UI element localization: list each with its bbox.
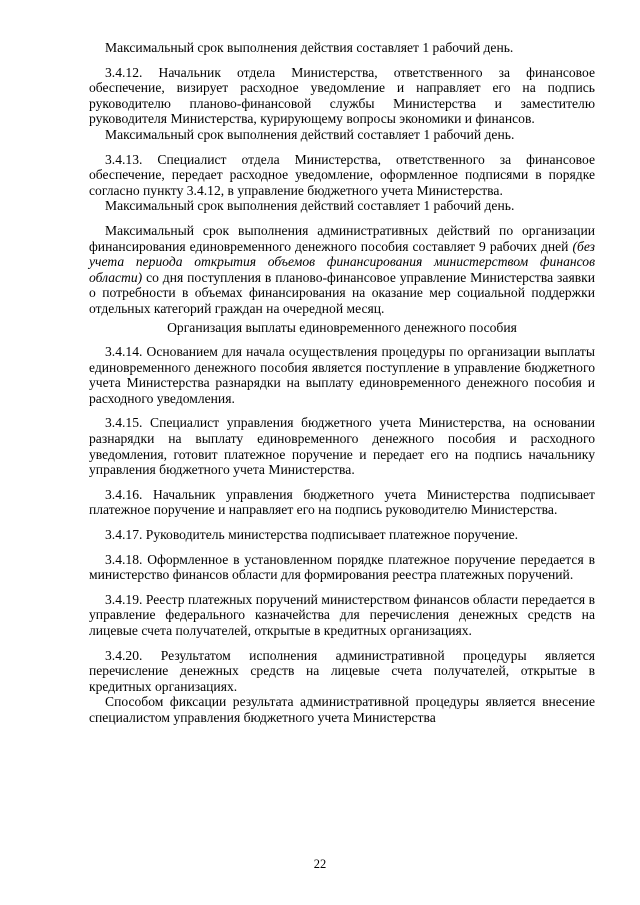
paragraph-3-4-20: 3.4.20. Результатом исполнения административной процедуры является перечисление денежных средств на лицевые счета получателей, открытые в кредитных организациях. [89, 647, 595, 694]
paragraph-total-deadline [89, 223, 595, 317]
paragraph-3-4-14: 3.4.14. Основанием для начала осуществления процедуры по организации выплаты единовременного денежного пособия является поступление в управление бюджетного учета Министерства разнарядки на выплату единовременного денежного пособия и расходного уведомления. [89, 344, 595, 406]
page-number: 22 [313, 857, 327, 871]
paragraph-deadline-1: Максимальный срок выполнения действия составляет 1 рабочий день. [105, 40, 514, 55]
paragraph-fixation-method: Способом фиксации результата административной процедуры является внесение специалистом управления бюджетного учета Министерства [89, 694, 595, 725]
paragraph-total-deadline-end: со дня поступления в планово-финансовое управление Министерства заявки о потребности в объемах финансирования на оказание мер социальной поддержки отдельных категорий граждан на очередной месяц. [89, 269, 595, 316]
page-body [89, 40, 595, 726]
paragraph-3-4-16: 3.4.16. Начальник управления бюджетного учета Министерства подписывает платежное поручение и направляет его на подпись руководителю Министерства. [89, 486, 595, 518]
paragraph-3-4-18: 3.4.18. Оформленное в установленном порядке платежное поручение передается в министерство финансов области для формирования реестра платежных поручений. [89, 551, 595, 583]
section-heading: Организация выплаты единовременного денежного пособия [167, 319, 517, 335]
paragraph-deadline-3: Максимальный срок выполнения действий составляет 1 рабочий день. [105, 198, 515, 214]
paragraph-3-4-12: 3.4.12. Начальник отдела Министерства, ответственного за финансовое обеспечение, визирует расходное уведомление и направляет его на подпись руководителю планово-финансовой службы Министерства и заместителю руководителя Министерства, курирующему вопросы экономики и финансов. [89, 64, 595, 127]
paragraph-deadline-2: Максимальный срок выполнения действий составляет 1 рабочий день. [105, 126, 515, 142]
paragraph-total-deadline-start: Максимальный срок выполнения административных действий по организации финансирования единовременного денежного пособия составляет 9 рабочих дней [89, 222, 595, 254]
paragraph-3-4-17: 3.4.17. Руководитель министерства подписывает платежное поручение. [105, 527, 519, 543]
paragraph-3-4-15: 3.4.15. Специалист управления бюджетного учета Министерства, на основании разнарядки на выплату единовременного денежного пособия и расходного уведомления, готовит платежное поручение и передает его на подпись начальнику управления бюджетного учета Министерства. [89, 415, 595, 478]
paragraph-3-4-13: 3.4.13. Специалист отдела Министерства, ответственного за финансовое обеспечение, передает расходное уведомление, оформленное подписями в порядке согласно пункту 3.4.12, в управление бюджетного учета Министерства. [89, 151, 595, 198]
paragraph-3-4-19: 3.4.19. Реестр платежных поручений министерством финансов области передается в управление федерального казначейства для перечисления денежных средств на лицевые счета получателей, открытые в кредитных организациях. [89, 591, 595, 638]
paragraph-total-deadline-italic: (без учета периода открытия объемов финансирования министерством финансов области) [89, 238, 595, 285]
